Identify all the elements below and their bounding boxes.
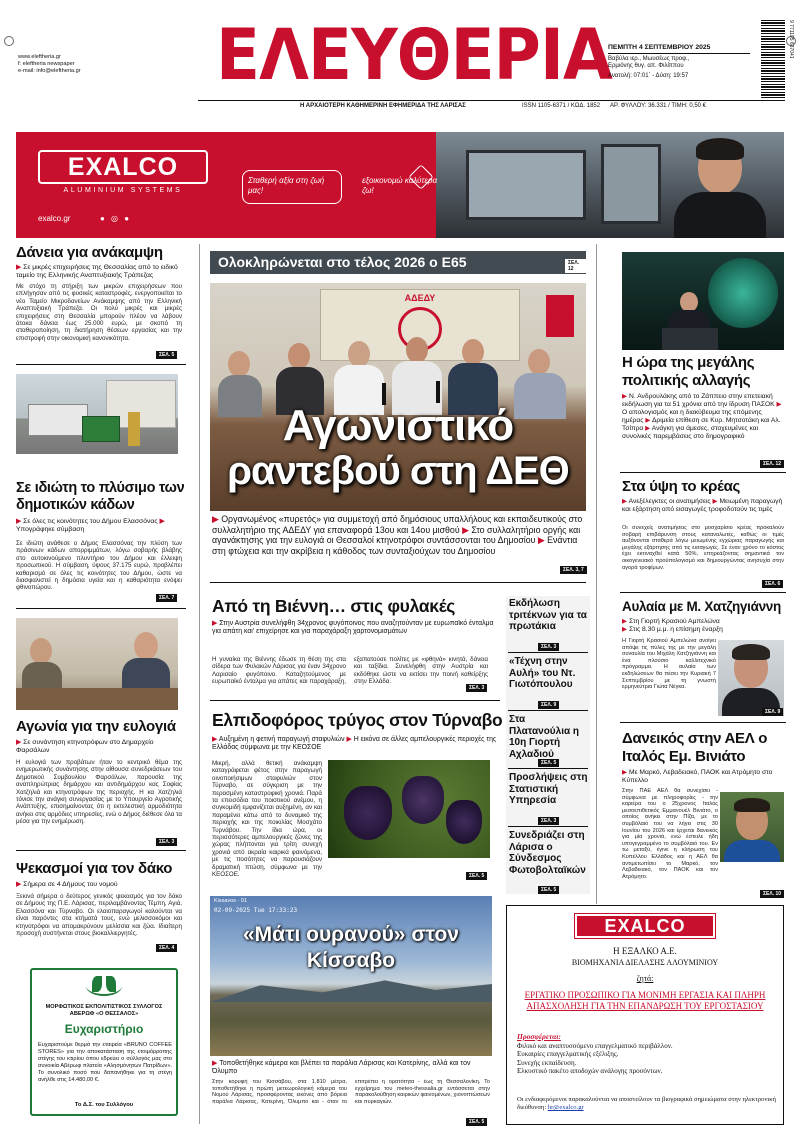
- divider: [508, 652, 588, 653]
- divider: [508, 710, 588, 711]
- ad-brand-sub: ALUMINIUM SYSTEMS: [63, 187, 183, 194]
- deth-lead-1: Οργανωμένος «πυρετός» για συμμετοχή από δημόσιους υπαλλήλους και εκπαιδευτικούς στο συλλαλητήριο της ΑΔΕΔΥ για επαναφορά 13ου και 14ου μισθού: [212, 514, 583, 535]
- psekasmoi-lead: [16, 881, 184, 889]
- pasok-leads: [622, 393, 784, 441]
- leaf-icon: [106, 976, 116, 992]
- psekasmoi-lead-text: Σήμερα σε 4 Δήμους του νομού: [23, 881, 118, 888]
- vienni-lead: [212, 620, 498, 636]
- pasok-page-ref[interactable]: ΣΕΛ. 12: [760, 460, 784, 468]
- trygos-lead: [212, 736, 500, 752]
- green-bin: [82, 416, 120, 442]
- agonia-title[interactable]: Αγωνία για την ευλογιά: [16, 718, 176, 735]
- barcode: [761, 20, 785, 102]
- divider: [508, 768, 588, 769]
- contact-facebook[interactable]: f: eleftheria newspaper: [18, 61, 75, 67]
- bullet-icon: ▶: [16, 264, 24, 271]
- association-logo-icon: [86, 976, 122, 996]
- ael-body: Στην ΠΑΕ ΑΕΛ θα συνεχίσει - σύμφωνα με πληροφορίες - την καριέρα του ο 25χρονος Ιταλός μεσοεπιθετικός Εμμανουέλ Βινιάτο, ο οποίος ανήκει στην Πίζα, με το συμβόλαιό του να λήγει στις 30 Ιουνίου του 2026 και έρχεται δανεικός για μία χρονιά, ενώ έστειλε ήδη υπογεγραμμένο το συμβόλαιό του. Εν τω μεταξύ, έγινε η κλήρωση του Κυπέλλου Ελλάδος και η ΑΕΛ θα αντιμετωπίσει το Μαρκό, τον Λεβαδειακό, τον ΠΑΟΚ και τον Ατρόμητο.: [622, 788, 718, 880]
- psekasmoi-page-ref[interactable]: ΣΕΛ. 4: [156, 944, 177, 952]
- thanks-body: Ευχαριστούμε θερμά την εταιρεία «BRUNO COFFEE STORES» για την αποκατάσταση της ετοιμόρροπης στέγης του κτιρίου όπου εδρεύει ο σύλλογός μας στο συνοικία Αβέρωφ πλατεία «Αλησμόνητων Πατρίδων». Το συνολικό ποσό που δαπανήθηκε για τη στέγη ανήλθε στις 14.480,00 €.: [38, 1042, 172, 1083]
- ad-model-body: [674, 192, 766, 238]
- job-ad-brand: EXALCO: [604, 916, 686, 936]
- contact-web[interactable]: www.eleftheria.gr: [18, 54, 61, 60]
- deth-lead-2: Στο συλλαλητήριο οργής και αγανάκτησης για την ευλογιά οι Θεσσαλοί κτηνοτρόφοι συντάσσονται του Δημοσίου: [212, 524, 581, 546]
- issn: ISSN 1105-6371 / ΚΩΔ. 1852: [522, 103, 601, 109]
- portrait-body: [724, 840, 780, 862]
- portrait-hair: [732, 644, 770, 660]
- saints-line-2: Ερμιόνης θυγ. απ. Φιλίππου: [608, 63, 684, 70]
- vienni-title[interactable]: Από τη Βιέννη… στις φυλακές: [212, 596, 456, 616]
- brief-5-title[interactable]: Συνεδριάζει στη Λάρισα ο Σύνδεσμος Φωτοβολταϊκών: [509, 830, 586, 876]
- aulaia-lead-1: Στη Γιορτή Κρασιού Αμπελώνα: [629, 618, 720, 625]
- brief-1-title[interactable]: Εκδήλωση τριτέκνων για τα πρωτάκια: [509, 598, 587, 632]
- bullet-icon: ▶: [712, 498, 720, 505]
- e65-banner-text: Ολοκληρώνεται στο τέλος 2026 ο Ε65: [218, 254, 467, 270]
- agonia-body: Η ευλογιά των προβάτων ήταν το κεντρικό θέμα της ενημερωτικής συνάντησης στην αίθουσα συνεδριάσεων του Δημοτικού Συμβουλίου Φαρσάλων, παρουσία της αναπληρώτριας δημάρχου και αντιδημάρχου κας Σοφίας Χατζηλιά και κτηνοτρόφων της περιοχής. Η κα Χατζηλιά τόνισε την ανάγκη συνεργασίας με το Υπουργείο Αγροτικής Ανάπτυξης, επισημαίνοντας ότι η εκτελεστική αρμοδιότητα ανήκει στις αρμόδιες υπηρεσίες, ενώ ο Δήμος διέθεσε όλα τα μέσα για την ενημέρωση.: [16, 759, 182, 826]
- daneia-page-ref[interactable]: ΣΕΛ. 5: [156, 351, 177, 359]
- ad-brand: EXALCO: [67, 153, 179, 181]
- deth-headline-2[interactable]: ραντεβού στη ΔΕΘ: [227, 449, 569, 493]
- kissavos-lead-text: Τοποθετήθηκε κάμερα και βλέπει τα παράλια Λάρισας και Κατερίνης, αλλά και τον Όλυμπο: [212, 1060, 471, 1076]
- bullet-icon: ▶: [462, 524, 472, 535]
- column-rule: [596, 244, 597, 904]
- podium: [662, 328, 718, 350]
- bullet-icon: ▶: [346, 736, 354, 743]
- person: [462, 339, 484, 365]
- divider: [508, 826, 588, 827]
- pasok-lead-2: Ο απολογισμός και η διακύβευμα της επόμενης ημέρας: [622, 409, 762, 424]
- divider: [210, 582, 586, 583]
- bullet-icon: ▶: [645, 417, 652, 424]
- psekasmoi-body: Ξεκινά σήμερα ο δεύτερος γενικός ψεκασμός για τον δάκο σε Δήμους της Π.Ε. Λάρισας, περιλαμβάνοντας Τέμπη, Αγιά, Ελασσόνα και Τύρναβο. Οι ελαιοπαραγωγοί καλούνται να είναι παρόντες στα κτήματά τους, ενώ μελισσοκόμοι και κτηνοτρόφοι να απομακρύνουν μελίσσια και ζώα. Ιδιαίτερη προσοχή συστήνεται στους βιοκαλλιεργητές.: [16, 893, 182, 938]
- bullet-icon: ▶: [622, 618, 630, 625]
- brief-4-title[interactable]: Προσλήψεις στη Στατιστική Υπηρεσία: [509, 772, 588, 806]
- pasok-lead-3: Δριμεία επίθεση σε Κυρ. Μητσοτάκη και Αλ. Τσίπρα: [622, 417, 781, 432]
- job-ad-email[interactable]: hr@exalco.gr: [547, 1104, 584, 1111]
- e65-banner[interactable]: [210, 251, 586, 274]
- person: [288, 343, 310, 369]
- newspaper-title: ΕΛΕΥΘΕΡΙΑ: [216, 14, 612, 96]
- trygos-lead-text-2: Η εικόνα σε άλλες αμπελουργικές περιοχές της Ελλάδας σύμφωνα με την ΚΕΟΣΟΕ: [212, 736, 497, 752]
- aulaia-lead-2: Στις 8.30 μ.μ. η επίσημη έναρξη: [629, 626, 723, 633]
- divider: [16, 608, 186, 609]
- plysimo-lead-text-2: Υπογράφηκε σύμβαση: [16, 526, 85, 533]
- truck-body: [28, 404, 88, 436]
- vienni-body: Η γυναίκα της Βιέννης έδωσε τη θέση της στα σίδερα των Φυλακών Λάρισας για έναν 34χρονο Λαρισαίο φυγόποινο. Καταζητούμενος με ευρωπαϊκό ένταλμα για απάτες και παραχάραξη, εξαπατούσε πολίτες με «φθηνά» κινητά, δάνεια και ταξίδια. Συνελήφθη στην Αυστρία και εκδόθηκε ώστε να εκτίσει την ποινή καθείρξης στην Ελλάδα.: [212, 656, 488, 686]
- portrait-hair: [734, 798, 770, 812]
- e65-page-ref[interactable]: ΣΕΛ. 12: [565, 259, 586, 273]
- job-ad-offer-item: Ευκαιρίες επαγγελματικής εξέλιξης.: [517, 1050, 619, 1059]
- tagline: Η ΑΡΧΑΙΟΤΕΡΗ ΚΑΘΗΜΕΡΙΝΗ ΕΦΗΜΕΡΙΔΑ ΤΗΣ ΛΑΡΙΣΑΣ: [300, 103, 466, 109]
- brief-1-page-ref[interactable]: ΣΕΛ. 3: [538, 643, 559, 651]
- kissavos-lead: [212, 1060, 490, 1077]
- bullet-icon: ▶: [645, 425, 652, 432]
- exalco-job-ad[interactable]: [506, 905, 784, 1125]
- ael-lead-text: Με Μαρκό, Λεβαδειακό, ΠΑΟΚ και Ατρόμητο στο Κύπελλο: [622, 769, 773, 784]
- divider: [620, 722, 786, 723]
- person: [528, 349, 550, 375]
- trygos-body: Μικρή, αλλά θετική ανάκαμψη καταγράφεται φέτος στην παραγωγή οινοποιήσιμων σταφυλιών στον Τύρναβο, σε σύγκριση με την περασμένη καταστροφική χρονιά. Παρά τα επεισόδια του ποιοτικού ανέμου, η συγκομιδή εμφανίζεται αυξημένη, αν και παραμένει κάτω από το δυναμικό της περιοχής και της ποικιλίας Μοσχάτο Τυρνάβου. Την ίδια ώρα, οι περισσότερες αμπελουργικές ζώνες της χώρας πλήττονται για τρίτη συνεχή χρονιά από ακραία καιρικά φαινόμενα, με τις ποσότητες να παρουσιάζουν δραματική πτώση, σύμφωνα με την ΚΕΟΣΟΕ.: [212, 760, 322, 879]
- ael-lead: [622, 769, 784, 785]
- bullet-icon: ▶: [212, 514, 222, 524]
- house-window: [466, 150, 586, 220]
- footballer-portrait: [720, 792, 784, 862]
- daneia-title[interactable]: Δάνεια για ανάκαμψη: [16, 244, 163, 261]
- psekasmoi-title[interactable]: Ψεκασμοί για τον δάκο: [16, 860, 173, 877]
- deth-headline-1[interactable]: Αγωνιστικό: [282, 401, 514, 450]
- bullet-icon: ▶: [776, 401, 782, 408]
- person: [348, 341, 370, 367]
- divider: [16, 364, 186, 365]
- singer-portrait: [718, 640, 784, 716]
- adedy-banner-text: ΑΔΕΔΥ: [404, 293, 436, 303]
- table: [16, 688, 178, 710]
- microphone-icon: [436, 381, 440, 403]
- ad-site[interactable]: exalco.gr: [38, 214, 71, 223]
- association-name: ΜΟΡΦΩΤΙΚΟΣ ΕΚΠΟΛΙΤΙΣΤΙΚΟΣ ΣΥΛΛΟΓΟΣ ΑΒΕΡΩΦ «Ο ΘΕΣΣΑΛΟΣ»: [45, 1004, 163, 1017]
- job-ad-offer-item: Φιλικό και αναπτυσσόμενο επαγγελματικό περιβάλλον.: [517, 1042, 673, 1050]
- grape-cluster: [446, 800, 482, 844]
- job-ad-offers: [517, 1042, 779, 1076]
- plysimo-body: Σε ιδιώτη ανάθεσε ο Δήμος Ελασσόνας την πλύση των πράσινων κάδων απορριμμάτων, λόγω σοβαρής βλάβης στο αυτοκινούμενο πλυντήριο του Δήμου και έλλειψη προσωπικού. Η σύμβαση, ύψους 37.175 ευρώ, προβλέπει καθαρισμό σε όλες τις κοινότητες του Δήμου, ώστε να διασφαλιστεί η δημόσια υγεία και η καθαριότητα ενόψει φθινοπώρου.: [16, 540, 182, 592]
- ad-model-hair: [696, 138, 744, 160]
- farmers-meeting-photo: [16, 618, 178, 710]
- deth-leads: [212, 514, 586, 556]
- saints-line-1: Βαβύλα ιερ., Μωυσέως προφ.,: [608, 55, 690, 62]
- barcode-number: 9 771105 637041: [788, 20, 794, 59]
- daneia-lead-text: Σε μικρές επιχειρήσεις της Θεσσαλίας από το ειδικό ταμείο της Ελληνικής Αναπτυξιακής Τράπεζας: [16, 264, 178, 279]
- issue-number-price: ΑΡ. ΦΥΛΛΟΥ: 36.331 / ΤΙΜΗ: 0,50 €: [610, 103, 707, 109]
- pasok-lead-4: Ανάγκη για άμεσες, στοχευμένες και συνολικές παρεμβάσεις στο δημογραφικό: [622, 425, 759, 440]
- poster-icon: [546, 295, 574, 337]
- kreas-lead: [622, 498, 784, 514]
- thanks-signature: Το Δ.Σ. του Συλλόγου: [74, 1102, 134, 1108]
- job-ad-company: Η ΕΞΑΛΚΟ Α.Ε.: [613, 946, 677, 956]
- kreas-lead-2: Μειωμένη παραγωγή και εξάρτηση από εισαγωγές τροφοδοτούν τις τιμές: [622, 498, 783, 513]
- garbage-truck-photo: [16, 374, 178, 454]
- house-window: [601, 144, 661, 224]
- bullet-icon: ▶: [16, 739, 24, 746]
- bullet-icon: ▶: [622, 626, 630, 633]
- daneia-lead: [16, 264, 184, 280]
- pasok-title[interactable]: Η ώρα της μεγάλης πολιτικής αλλαγής: [622, 354, 755, 389]
- cam-time: Tue 17:33:23: [253, 907, 298, 914]
- brief-5-page-ref[interactable]: ΣΕΛ. 5: [538, 886, 559, 894]
- job-ad-position: ΕΡΓΑΤΙΚΟ ΠΡΟΣΩΠΙΚΟ ΓΙΑ ΜΟΝΙΜΗ ΕΡΓΑΣΙΑ ΚΑΙ ΠΛΗΡΗ ΑΠΑΣΧΟΛΗΣΗ ΓΙΑ ΤΗΝ ΕΠΑΝΔΡΩΣΗ ΤΟΥ ΕΡΓΟΣΤΑΣΙΟΥ: [524, 990, 766, 1011]
- agonia-lead-text: Σε συνάντηση κτηνοτρόφων στο Δημαρχείο Φαρσάλων: [16, 739, 154, 754]
- job-ad-seeks: ζητά:: [636, 974, 654, 983]
- person: [406, 337, 428, 363]
- brief-2-title[interactable]: «Τέχνη στην Αυλή» του Ντ. Γιωτόπουλου: [509, 656, 576, 690]
- divider: [620, 592, 786, 593]
- issue-date: ΠΕΜΠΤΗ 4 ΣΕΠΤΕΜΒΡΙΟΥ 2025: [608, 44, 750, 54]
- bullet-icon: ▶: [622, 769, 630, 776]
- leaf-icon: [92, 976, 102, 992]
- brief-3-title[interactable]: Στα Πλατανούλια η 10η Γιορτή Αχλαδιού: [509, 714, 580, 760]
- ad-house-image: [436, 132, 784, 238]
- ael-page-ref[interactable]: ΣΕΛ. 10: [760, 890, 784, 898]
- contact-email[interactable]: e-mail: info@eleftheria.gr: [18, 68, 81, 74]
- pasok-lead-1: Ν. Ανδρουλάκης από το Ζάππειο στην επετειακή εκδήλωση για τα 51 χρόνια από την ίδρυση ΠΑΣΟΚ: [622, 393, 775, 408]
- cam-timestamp: [214, 907, 297, 914]
- vienni-page-ref[interactable]: ΣΕΛ. 3: [466, 684, 487, 692]
- job-ad-offer-item: Συνεχής εκπαίδευση.: [517, 1058, 577, 1067]
- masthead-rule: [198, 100, 785, 101]
- divider: [620, 472, 786, 473]
- bullet-icon: ▶: [537, 535, 548, 546]
- aulaia-page-ref[interactable]: ΣΕΛ. 9: [762, 708, 783, 716]
- thanks-box: [30, 968, 178, 1116]
- masthead-date-block: [608, 44, 750, 80]
- kissavos-body: Στην κορυφή του Κισσάβου, στα 1.810 μέτρα, τοποθετήθηκε η πρώτη μετεωρολογική κάμερα του Νομού Λάρισας, προσφέροντας εικόνες από βόρεια παράλια Λάρισας, Κατερίνη, Όλυμπο και - όταν το επιτρέπει η ορατότητα - έως τη Θεσσαλονίκη. Το εγχείρημα του meteo-thessalia.gr εντάσσεται στην παρακολούθηση καιρικών φαινομένων, χιονοπτώσεων και πυρκαγιών.: [212, 1079, 490, 1105]
- job-ad-offer-item: Ελκυστικό πακέτο αποδοχών ανάλογης προσόντων.: [517, 1067, 663, 1076]
- trygos-lead-text: Αυξημένη η φετινή παραγωγή σταφυλιών: [218, 736, 345, 743]
- aulaia-title[interactable]: Αυλαία με Μ. Χατζηγιάννη: [622, 599, 781, 614]
- trygos-title[interactable]: Ελπιδοφόρος τρύγος στον Τύρναβο: [212, 710, 503, 730]
- sunrise-sunset: Ανατολή: 07:01΄ - Δύση: 19:57: [608, 72, 689, 79]
- bullet-icon: ▶: [622, 393, 630, 400]
- bullet-icon: ▶: [622, 498, 629, 505]
- kissavos-title[interactable]: «Μάτι ουρανού» στον Κίσσαβο: [243, 923, 459, 972]
- plysimo-lead-text: Σε όλες τις κοινότητες του Δήμου Ελασσόνας: [23, 518, 158, 525]
- plysimo-lead: [16, 518, 184, 534]
- agonia-page-ref[interactable]: ΣΕΛ. 3: [156, 838, 177, 846]
- aulaia-body: Η Γιορτή Κρασιού Αμπελώνα ανοίγει απόψε τις πύλες της με την μεγάλη συναυλία του Μιχάλη Χατζηγιάννη και ένα πλούσιο καλλιτεχνικό πρόγραμμα. Η αυλαία των εκδηλώσεων θα πέσει την Κυριακή 7 Σεπτεμβρίου με τη γνωστή ερμηνεύτρια Γιώτα Νέγκα.: [622, 638, 716, 691]
- ad-slogan-1: Σταθερή αξία στη ζωή μας!: [248, 176, 325, 195]
- person: [30, 638, 52, 664]
- brief-4-page-ref[interactable]: ΣΕΛ. 3: [538, 817, 559, 825]
- job-ad-footer-text: Οι ενδιαφερόμενοι παρακαλούνται να αποστείλουν τα βιογραφικά σημειώματα στην ηλεκτρονική διεύθυνση:: [517, 1096, 776, 1111]
- corner-mark-top-left: [4, 36, 14, 46]
- daneia-body: Με στόχο τη στήριξη των μικρών επιχειρήσεων που επλήγησαν από τις φυσικές καταστροφές, ενεργοποιείται το νέο Ταμείο Μικροδανείων Ανάκαμψης από την Ελληνική Αναπτυξιακή Τράπεζα. Οι πολύ μικρές και μικρές επιχειρήσεις στη Θεσσαλία μπορούν πλέον να λάβουν άτοκα δάνεια έως 25.000 ευρώ, με σκοπό τη σταθεροποίηση, τη διατήρηση θέσεων εργασίας και την επιστροφή στην οικονομική κανονικότητα.: [16, 283, 182, 342]
- masthead-contacts: [18, 54, 128, 75]
- kissavos-page-ref[interactable]: ΣΕΛ. 5: [466, 1118, 487, 1126]
- mountain-ridge: [210, 978, 492, 1002]
- ael-title[interactable]: Δανεικός στην ΑΕΛ ο Ιταλός Εμ. Βινιάτο: [622, 730, 768, 765]
- screen-51: [708, 258, 778, 328]
- bullet-icon: ▶: [159, 518, 165, 525]
- deth-page-ref[interactable]: ΣΕΛ. 3, 7: [560, 566, 587, 574]
- bullet-icon: ▶: [16, 518, 24, 525]
- brief-3-page-ref[interactable]: ΣΕΛ. 5: [538, 759, 559, 767]
- kreas-page-ref[interactable]: ΣΕΛ. 6: [762, 580, 783, 588]
- kreas-lead-1: Ανεξέλεγκτες οι ανατιμήσεις: [628, 498, 711, 505]
- kreas-title[interactable]: Στα ύψη το κρέας: [622, 478, 741, 495]
- cam-credit: Kissavos - 01: [214, 898, 248, 904]
- bullet-icon: ▶: [212, 736, 219, 743]
- kissavos-camera-photo: [210, 896, 492, 1056]
- ad-slogan-2: εξοικονομώ καλύτερα ζω!: [362, 176, 438, 195]
- aulaia-lead: [622, 618, 784, 634]
- cam-date: 02-09-2025: [214, 907, 251, 914]
- trygos-page-ref[interactable]: ΣΕΛ. 5: [466, 872, 487, 880]
- divider: [16, 850, 186, 851]
- bullet-icon: ▶: [212, 1060, 220, 1067]
- grape-cluster: [402, 776, 444, 824]
- agonia-lead: [16, 739, 184, 755]
- plysimo-title[interactable]: Σε ιδιώτη το πλύσιμο των δημοτικών κάδων: [16, 480, 185, 513]
- pasok-event-photo: [622, 252, 784, 350]
- divider: [210, 700, 500, 701]
- grape-cluster: [344, 786, 392, 840]
- ad-social-icons: ● ◎ ●: [100, 214, 132, 223]
- deth-lead-3: Ενάντια στη φτώχεια και την ακρίβεια η κάθοδος των συνταξιούχων του Δημοσίου: [212, 535, 578, 556]
- grapes-photo: [328, 760, 490, 858]
- thanks-title: Ευχαριστήριο: [64, 1022, 144, 1036]
- speaker-head: [680, 292, 698, 312]
- plysimo-page-ref[interactable]: ΣΕΛ. 7: [156, 594, 177, 602]
- vienni-lead-text: Στην Αυστρία συνελήφθη 34χρονος φυγόποινος που αναζητούνταν με ευρωπαϊκό ένταλμα για απάτη και' επιχείρησε και για παραχάραξη χαρτονομισμάτων: [212, 620, 494, 636]
- bullet-icon: ▶: [212, 620, 220, 627]
- kreas-body: Οι συνεχείς ανατιμήσεις στο μοσχαρίσιο κρέας προκαλούν σοβαρή επιβάρυνση στους καταναλωτές, καθώς οι τιμές αυξάνονται σταθερά λόγω μειωμένης εγχώριας παραγωγής και μεγάλης εξάρτησης από τις εισαγωγές. Σε έναν χρόνο το κόστος έχει εκτιναχθεί κατά 50%, επηρεάζοντας σημαντικά τον οικογενειακό προϋπολογισμό και δημιουργώντας ανησυχία στην αγορά τροφίμων.: [622, 525, 784, 571]
- exalco-banner-ad[interactable]: [16, 132, 784, 238]
- brief-2-page-ref[interactable]: ΣΕΛ. 9: [538, 701, 559, 709]
- job-ad-footer: [517, 1096, 779, 1112]
- person: [228, 351, 250, 377]
- person: [134, 632, 158, 660]
- column-rule: [199, 244, 200, 1124]
- worker: [128, 412, 140, 446]
- bullet-icon: ▶: [16, 881, 24, 888]
- job-ad-company-sub: ΒΙΟΜΗΧΑΝΙΑ ΔΙΕΛΑΣΗΣ ΑΛΟΥΜΙΝΙΟΥ: [571, 958, 719, 967]
- job-ad-offer-title: Προσφέρεται:: [517, 1032, 561, 1041]
